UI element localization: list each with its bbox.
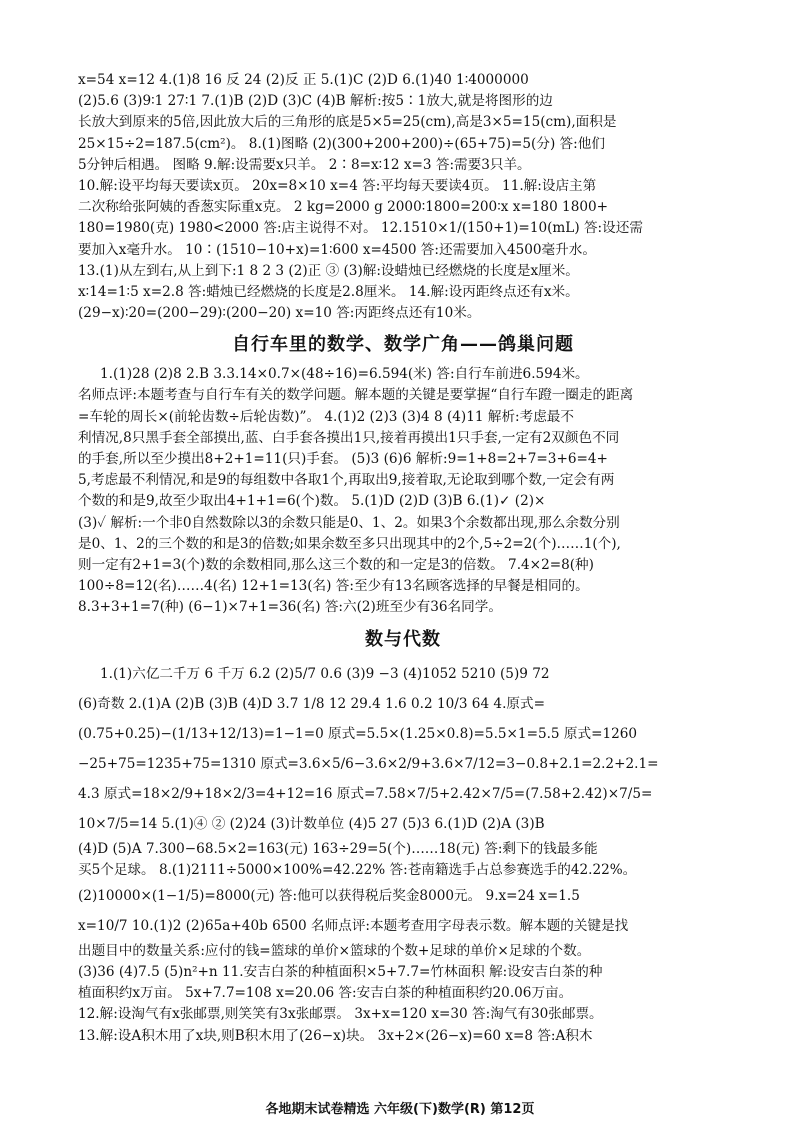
text-line: x∶14=1∶5 x=2.8 答:蜡烛已经燃烧的长度是2.8厘米。 14.解:设丙距终点还有x米。: [78, 283, 579, 300]
text-line: x=10/7 10.(1)2 (2)65a+40b 6500 名师点评:本题考查用字母表示数。解本题的关键是找: [78, 917, 629, 934]
text-line: (3)36 (4)7.5 (5)n²+n 11.安吉白茶的种植面积×5+7.7=竹林面积 解:设安吉白茶的种: [78, 964, 603, 981]
text-line: 二次称给张阿姨的香葱实际重x克。 2 kg=2000 g 2000∶1800=200∶x x=180 1800+: [78, 199, 609, 216]
text-line: 25×15÷2=187.5(cm²)。 8.(1)图略 (2)(300+200+200)÷(65+75)=5(分) 答:他们: [78, 135, 605, 152]
section-bicycle-answers: [78, 364, 728, 618]
text-line: 5分钟后相遇。 图略 9.解:设需要x只羊。 2∶8=x∶12 x=3 答:需要3只羊。: [78, 156, 531, 173]
text-line: 10×7/5=14 5.(1)④ ② (2)24 (3)计数单位 (4)5 27 (5)3 6.(1)D (2)A (3)B: [78, 815, 545, 832]
section-heading-numbers-algebra: 数与代数: [365, 628, 441, 650]
text-line: (2)10000×(1−1/5)=8000(元) 答:他可以获得税后奖金8000元。 9.x=24 x=1.5: [78, 887, 580, 904]
page-footer: 各地期末试卷精选 六年级(下)数学(R) 第12页: [265, 1102, 535, 1117]
text-line: −25+75=1235+75=1310 原式=3.6×5/6−3.6×2/9+3.6×7/12=3−0.8+2.1=2.2+2.1=: [78, 755, 659, 772]
text-line: 8.3+3+1=7(种) (6−1)×7+1=36(名) 答:六(2)班至少有36名同学。: [78, 599, 502, 616]
text-line: 个数的和是9,故至少取出4+1+1=6(个)数。 5.(1)D (2)D (3)B 6.(1)✓ (2)×: [78, 493, 546, 510]
text-line: 13.(1)从左到右,从上到下:1 8 2 3 (2)正 ③ (3)解:设蜡烛已经燃烧的长度是x厘米。: [78, 262, 579, 279]
section-heading-bicycle-pigeonhole: 自行车里的数学、数学广角——鸽巢问题: [232, 334, 574, 356]
text-line: 长放大到原来的5倍,因此放大后的三角形的底是5×5=25(cm),高是3×5=15(cm),面积是: [78, 114, 617, 131]
section-proportion-answers: [78, 70, 728, 324]
text-line: 5,考虑最不利情况,和是9的每组数中各取1个,再取出9,接着取,无论取到哪个数,一定会有两: [78, 472, 615, 489]
text-line: x=54 x=12 4.(1)8 16 反 24 (2)反 正 5.(1)C (2)D 6.(1)40 1∶4000000: [78, 72, 529, 88]
text-line: 4.3 原式=18×2/9+18×2/3=4+12=16 原式=7.58×7/5+2.42×7/5=(7.58+2.42)×7/5=: [78, 785, 653, 802]
text-line: 名师点评:本题考查与自行车有关的数学问题。解本题的关键是要掌握“自行车蹬一圈走的距离: [78, 387, 634, 404]
text-line: =车轮的周长×(前轮齿数÷后轮齿数)”。 4.(1)2 (2)3 (3)4 8 (4)11 解析:考虑最不: [78, 408, 574, 425]
answer-page: [78, 70, 728, 1047]
section-numbers-algebra-answers: [78, 659, 728, 1047]
text-line: (4)D (5)A 7.300−68.5×2=163(元) 163÷29=5(个)……18(元) 答:剩下的钱最多能: [78, 840, 598, 857]
text-line: (29−x)∶20=(200−29)∶(200−20) x=10 答:丙距终点还有10米。: [78, 305, 481, 322]
text-line: (0.75+0.25)−(1/13+12/13)=1−1=0 原式=5.5×(1.25×0.8)=5.5×1=5.5 原式=1260: [78, 725, 638, 742]
text-line: 则一定有2+1=3(个)数的余数相同,那么这三个数的和一定是3的倍数。 7.4×2=8(种): [78, 556, 594, 573]
text-line: 是0、1、2的三个数的和是3的倍数;如果余数至多只出现其中的2个,5÷2=2(个)……1(个),: [78, 535, 621, 552]
text-line: (3)✓ 解析:一个非0自然数除以3的余数只能是0、1、2。如果3个余数都出现,那么余数分别: [78, 514, 620, 531]
text-line: 要加入x毫升水。 10∶(1510−10+x)=1∶600 x=4500 答:还需要加入4500毫升水。: [78, 241, 596, 258]
text-line: 12.解:设淘气有x张邮票,则笑笑有3x张邮票。 3x+x=120 x=30 答:淘气有30张邮票。: [78, 1006, 603, 1023]
text-line: (6)奇数 2.(1)A (2)B (3)B (4)D 3.7 1/8 12 29.4 1.6 0.2 10/3 64 4.原式=: [78, 695, 545, 712]
text-line: 10.解:设平均每天要读x页。 20x=8×10 x=4 答:平均每天要读4页。 11.解:设店主第: [78, 177, 597, 194]
text-line: 1.(1)六亿二千万 6 千万 6.2 (2)5/7 0.6 (3)9 −3 (4)1052 5210 (5)9 72: [100, 665, 550, 682]
text-line: 的手套,所以至少摸出8+2+1=11(只)手套。 (5)3 (6)6 解析:9=1+8=2+7=3+6=4+: [78, 451, 608, 467]
text-line: 买5个足球。 8.(1)2111÷5000×100%=42.22% 答:苍南籍选手占总参赛选手的42.22%。: [78, 861, 637, 878]
text-line: (2)5.6 (3)9∶1 27∶1 7.(1)B (2)D (3)C (4)B 解析:按5∶1放大,就是将图形的边: [78, 93, 553, 110]
text-line: 1.(1)28 (2)8 2.B 3.3.14×0.7×(48÷16)=6.594(米) 答:自行车前进6.594米。: [100, 366, 589, 383]
text-line: 植面积约x万亩。 5x+7.7=108 x=20.06 答:安吉白茶的种植面积约20.06万亩。: [78, 985, 573, 1002]
text-line: 出题目中的数量关系:应付的钱=篮球的单价×篮球的个数+足球的单价×足球的个数。: [78, 942, 591, 959]
text-line: 180=1980(克) 1980<2000 答:店主说得不对。 12.1510×1/(150+1)=10(mL) 答:设还需: [78, 220, 643, 237]
text-line: 100÷8=12(名)……4(名) 12+1=13(名) 答:至少有13名顾客选择的早餐是相同的。: [78, 578, 589, 595]
text-line: 13.解:设A积木用了x块,则B积木用了(26−x)块。 3x+2×(26−x)=60 x=8 答:A积木: [78, 1027, 593, 1044]
text-line: 利情况,8只黑手套全部摸出,蓝、白手套各摸出1只,接着再摸出1只手套,一定有2双颜色不同: [78, 429, 620, 446]
